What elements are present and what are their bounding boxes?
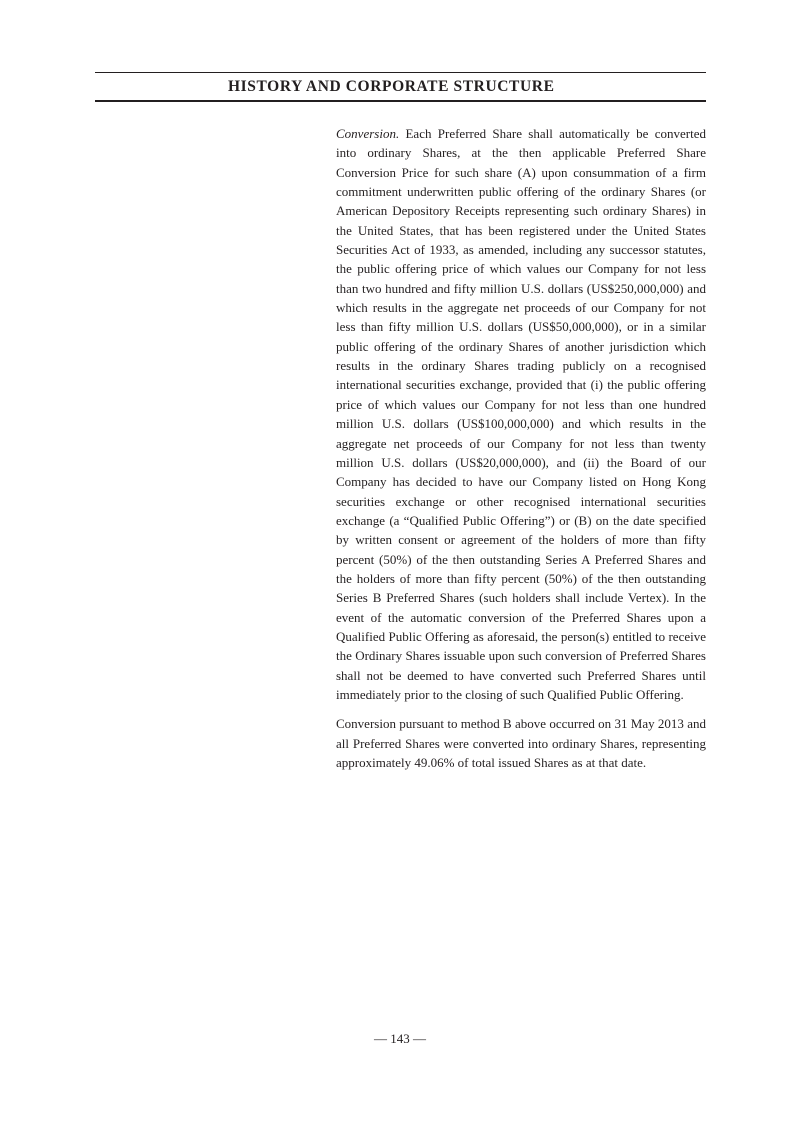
section-title: HISTORY AND CORPORATE STRUCTURE <box>228 78 555 95</box>
page-number: — 143 — <box>374 1031 426 1046</box>
page-header <box>95 72 706 102</box>
conversion-text: Each Preferred Share shall automatically be converted into ordinary Shares, at the then applicable Preferred Share Conversion Price for such share (A) upon consummation of a firm commitment underwritten public offering of the ordinary Shares (or American Depository Receipts representing such ordinary Shares) in the United States, that has been registered under the United States Securities Act of 1933, as amended, including any successor statutes, the public offering price of which values our Company for not less than two hundred and fifty million U.S. dollars (US$250,000,000) and which results in the aggregate net proceeds of our Company for not less than fifty million U.S. dollars (US$50,000,000), or in a similar public offering of the ordinary Shares of another jurisdiction which results in the ordinary Shares trading publicly on a recognised international securities exchange, provided that (i) the public offering price of which values our Company for not less than one hundred million U.S. dollars (US$100,000,000) and which results in the aggregate net proceeds of our Company for not less than twenty million U.S. dollars (US$20,000,000), and (ii) the Board of our Company has decided to have our Company listed on Hong Kong securities exchange or other recognised international securities exchange (a “Qualified Public Offering”) or (B) on the date specified by written consent or agreement of the holders of more than fifty percent (50%) of the then outstanding Series A Preferred Shares and the holders of more than fifty percent (50%) of the then outstanding Series B Preferred Shares (such holders shall include Vertex). In the event of the automatic conversion of the Preferred Shares upon a Qualified Public Offering as aforesaid, the person(s) entitled to receive the Ordinary Shares issuable upon such conversion of Preferred Shares shall not be deemed to have converted such Preferred Shares until immediately prior to the closing of such Qualified Public Offering. <box>336 126 706 702</box>
body-text <box>336 124 706 772</box>
conversion-paragraph <box>336 124 706 704</box>
conversion-lead: Conversion. <box>336 126 400 141</box>
conversion-outcome-paragraph: Conversion pursuant to method B above occurred on 31 May 2013 and all Preferred Shares were converted into ordinary Shares, representing approximately 49.06% of total issued Shares as at that date. <box>336 716 706 770</box>
